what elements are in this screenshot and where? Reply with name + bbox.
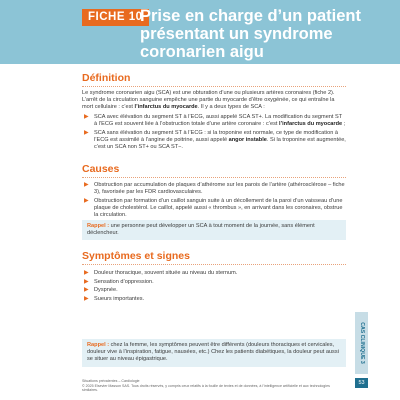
definition-bullet-2-text: SCA sans élévation du segment ST à l’ECG : si la troponine est normale, ce type de modification à l’ECG est assimilé à l’angine de poitrine, aussi appelé (94, 129, 338, 143)
list-item (82, 287, 346, 294)
list-item (82, 279, 346, 286)
symptom-text: Douleur thoracique, souvent située au niveau du sternum. (94, 270, 238, 276)
symptoms-list (82, 270, 346, 303)
footer-line-2: © 2025 Elsevier Masson SAS. Tous droits réservés, y compris ceux relatifs à la fouille de textes et de données, à l’intelligence artificielle et aux technologies similaires. (82, 383, 330, 393)
cause-2-text: Obstruction par formation d’un caillot sanguin suite à un décollement de la paroi d’un vaisseau d’une plaque de cholestérol. Le caillot, appelé aussi « thrombus », en arrivant dans les coronaires, obstrue la circulation. (94, 197, 343, 219)
triangle-bullet-icon: ▶ (84, 129, 89, 136)
rappel-callout-women (82, 339, 346, 367)
footer (82, 379, 346, 393)
page-number: 53 (355, 378, 368, 388)
definition-bullet-1-text: SCA avec élévation du segment ST à l’ECG, aussi appelé SCA ST+. La modification du segment ST à l’ECG est souvent liée à l’obstruction totale d’une artère coronaire : c’est (94, 113, 343, 127)
fiche-badge: FICHE 10 (82, 9, 149, 26)
triangle-bullet-icon: ▶ (84, 278, 89, 285)
definition-bullet-1-end: ; (342, 120, 346, 127)
page-title: Prise en charge d’un patient présentant un syndrome coronarien aigu (140, 7, 361, 61)
rappel-label: Rappel : (87, 342, 110, 348)
causes-list (82, 182, 346, 220)
definition-bullet-2-bold: angor instable (228, 136, 267, 143)
triangle-bullet-icon: ▶ (84, 296, 89, 303)
list-item (82, 198, 346, 220)
definition-heading: Définition (82, 72, 346, 87)
rappel-text: une personne peut développer un SCA à tout moment de la journée, sans élément déclencheur. (87, 223, 315, 237)
rappel-callout (82, 220, 346, 240)
definition-bullet-2-end: . Si la troponine est augmentée, c’est un SCA non ST+ ou SCA ST−. (94, 136, 346, 150)
triangle-bullet-icon: ▶ (84, 197, 89, 204)
causes-section (82, 163, 346, 221)
list-item (82, 296, 346, 303)
definition-section (82, 72, 346, 153)
triangle-bullet-icon: ▶ (84, 287, 89, 294)
definition-intro-text: Le syndrome coronarien aigu (SCA) est une obturation d’une ou plusieurs artères coronaires (fiche 2). L’arrêt de la circulation sanguine empêche une partie du myocarde d’être oxygénée, ce qui entraîne la mort cellulaire : c’est (82, 90, 335, 111)
symptom-text: Sensation d’oppression. (94, 278, 154, 285)
symptoms-section (82, 250, 346, 305)
causes-heading: Causes (82, 163, 346, 178)
symptom-text: Sueurs importantes. (94, 296, 145, 303)
triangle-bullet-icon: ▶ (84, 113, 89, 120)
definition-intro (82, 90, 346, 112)
list-item (82, 182, 346, 196)
symptom-text: Dyspnée. (94, 287, 118, 294)
definition-bullet-1-bold: l’infarctus du myocarde (279, 120, 343, 127)
footer-line-1: Situations prévalentes – Cardiologie (82, 379, 140, 383)
triangle-bullet-icon: ▶ (84, 270, 89, 276)
rappel-label: Rappel : (87, 223, 110, 229)
definition-list (82, 114, 346, 152)
symptoms-heading: Symptômes et signes (82, 250, 346, 265)
cause-1-text: Obstruction par accumulation de plaques d’athérome sur les parois de l’artère (athérosclérose – fiche 3), favorisée par les FDR cardiovasculaires. (94, 182, 345, 196)
side-tab-label: CAS CLINIQUE 3 (358, 322, 365, 364)
side-tab (355, 312, 368, 374)
list-item (82, 130, 346, 152)
rappel-text: chez la femme, les symptômes peuvent être différents (douleurs thoraciques et cervicales, douleur vive à l’inspiration, fatigue, nausées, etc.) Chez les patients diabétiques, la douleur peut aussi se situer au niveau épigastrique. (87, 342, 339, 363)
definition-intro-end: . Il y a deux types de SCA : (197, 104, 265, 111)
list-item (82, 114, 346, 128)
list-item (82, 270, 346, 277)
triangle-bullet-icon: ▶ (84, 182, 89, 188)
definition-intro-bold: l’infarctus du myocarde (134, 104, 198, 111)
